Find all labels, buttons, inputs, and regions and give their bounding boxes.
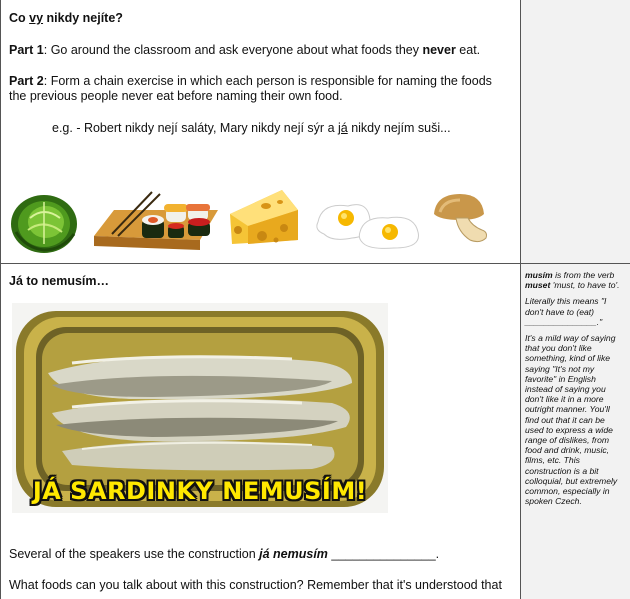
photo-caption: JÁ SARDINKY NEMUSÍM! [32, 477, 368, 505]
cheese-icon [226, 186, 302, 248]
fried-eggs-icon [312, 200, 426, 252]
table-border-left [0, 0, 1, 599]
sardines-photo [12, 303, 388, 513]
part1-instruction: Part 1: Go around the classroom and ask everyone about what foods they never eat. [9, 43, 481, 57]
sidebar-note-usage: It's a mild way of saying that you don't like something, kind of like saying "It's not my favorite" in English instead of saying you don't like it in a more outright manner. You'll find out that it can be used to express a wide range of dislikes, from food and drink, music, films, etc. This construction is a bit colloquial, but extremely common, especially in spoken Czech. [525, 333, 618, 507]
part2-instruction: Part 2: Form a chain exercise in which each person is responsible for naming the foods the previous people never eat before naming their own food. [9, 74, 492, 103]
sushi-icon [90, 190, 222, 256]
construction-sentence: Several of the speakers use the construction já nemusím _______________. [9, 547, 440, 561]
sidebar-note-verb: musím is from the verb muset 'must, to have to'. [525, 270, 620, 291]
follow-up-question: What foods can you talk about with this construction? Remember that it's understood that [9, 578, 502, 592]
sidebar-notes [525, 270, 625, 512]
mushroom-icon [430, 190, 496, 246]
sidebar-note-literal: Literally this means "I don't have to (eat) _______________." [525, 296, 607, 327]
example-sentence: e.g. - Robert nikdy nejí saláty, Mary nikdy nejí sýr a já nikdy nejím suši... [52, 121, 451, 135]
section2-title: Já to nemusím… [9, 274, 110, 288]
cabbage-icon [8, 188, 80, 256]
table-row-divider [0, 263, 630, 264]
section1-title: Co vy nikdy nejíte? [9, 11, 123, 25]
table-column-divider [520, 0, 521, 599]
